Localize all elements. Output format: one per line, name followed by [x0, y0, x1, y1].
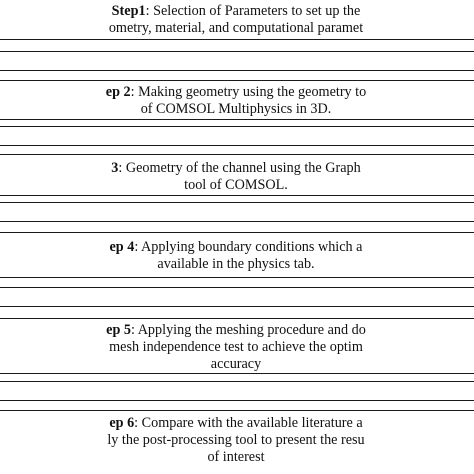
step-5-line-1 — [0, 322, 474, 339]
step-5-label: ep 5 — [106, 322, 131, 338]
spacer-box-3 — [0, 202, 474, 222]
step-1-line-1 — [0, 3, 474, 20]
step-6-box — [0, 410, 474, 474]
step-2-title-text: : Making geometry using the geometry to — [130, 84, 367, 100]
step-4-box — [0, 232, 474, 278]
step-5-title-text: : Applying the meshing procedure and do — [130, 322, 366, 338]
spacer-box-1 — [0, 51, 474, 71]
step-5-line-2: mesh independence test to achieve the optim — [109, 339, 363, 355]
step-1-label: Step1 — [111, 3, 146, 19]
step-6-line-3: of interest — [207, 449, 265, 465]
step-2-line-1 — [0, 84, 474, 101]
step-2-label: ep 2 — [105, 84, 131, 100]
step-6-label: ep 6 — [109, 415, 135, 431]
step-3-box — [0, 154, 474, 196]
spacer-box-2 — [0, 126, 474, 146]
step-1-line-2: ometry, material, and computational paramet — [108, 20, 364, 36]
step-3-label: 3 — [111, 160, 119, 176]
step-2-line-2: of COMSOL Multiphysics in 3D. — [140, 101, 332, 117]
step-5-line-3: accuracy — [210, 356, 262, 372]
step-4-label: ep 4 — [109, 239, 135, 255]
step-1-box — [0, 0, 474, 40]
step-2-box — [0, 80, 474, 120]
step-1-title-text: : Selection of Parameters to set up the — [145, 3, 361, 19]
step-3-title-text: : Geometry of the channel using the Graph — [118, 160, 361, 176]
step-4-title-text: : Applying boundary conditions which a — [134, 239, 363, 255]
step-6-line-2: ly the post-processing tool to present the resu — [107, 432, 365, 448]
spacer-box-4 — [0, 287, 474, 307]
step-3-line-1 — [0, 160, 474, 177]
step-4-line-2: available in the physics tab. — [157, 256, 315, 272]
step-4-line-1 — [0, 239, 474, 256]
spacer-box-5 — [0, 381, 474, 401]
step-6-title-text: : Compare with the available literature a — [134, 415, 363, 431]
step-5-box — [0, 318, 474, 374]
step-6-line-1 — [0, 415, 474, 432]
step-3-line-2: tool of COMSOL. — [184, 177, 288, 193]
